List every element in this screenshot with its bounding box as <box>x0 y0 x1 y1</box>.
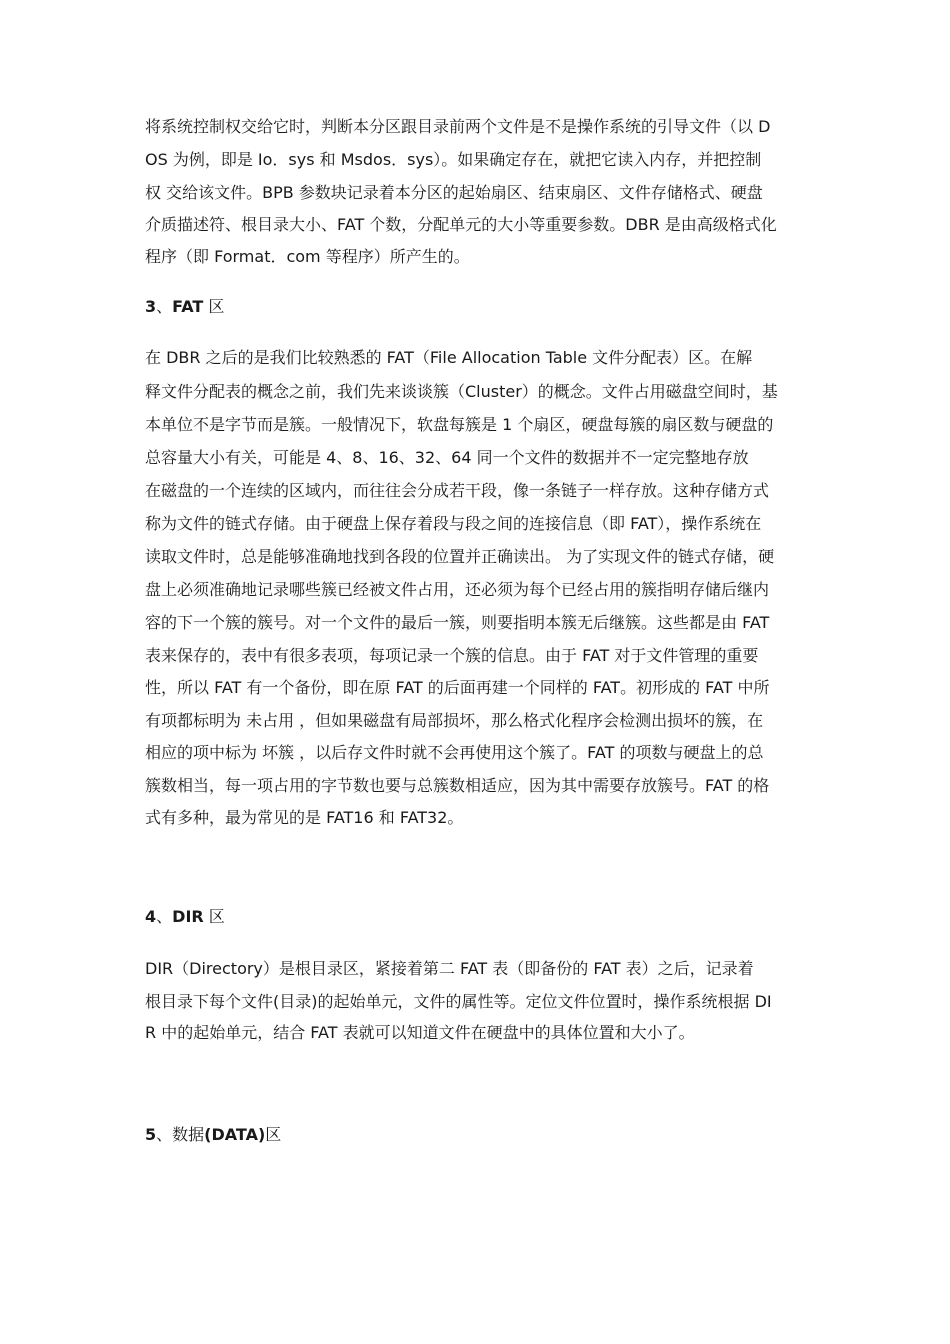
heading-number: 3 <box>145 297 157 316</box>
paragraph-line: 在磁盘的一个连续的区域内，而往往会分成若干段，像一条链子一样存放。这种存储方式 <box>145 481 770 500</box>
heading-number: 5 <box>145 1125 157 1144</box>
paragraph-line: 式有多种，最为常见的是 FAT16 和 FAT32。 <box>145 808 464 827</box>
paragraph-line: 容的下一个簇的簇号。对一个文件的最后一簇，则要指明本簇无后继簇。这些都是由 FAT <box>145 613 770 632</box>
paragraph-line: OS 为例，即是 Io．sys 和 Msdos．sys）。如果确定存在，就把它读入内存，并把控制 <box>145 150 762 169</box>
paragraph-line: 盘上必须准确地记录哪些簇已经被文件占用，还必须为每个已经占用的簇指明存储后继内 <box>145 580 770 599</box>
heading-separator: 、 <box>156 297 173 316</box>
heading-suffix: 区 <box>203 907 225 926</box>
paragraph-line: 有项都标明为 未占用 ，但如果磁盘有局部损坏，那么格式化程序会检测出损坏的簇，在 <box>145 711 764 730</box>
heading-suffix: 区 <box>203 297 225 316</box>
paragraph-line: 介质描述符、根目录大小、FAT 个数，分配单元的大小等重要参数。DBR 是由高级格式化 <box>145 215 777 234</box>
paragraph-line: 表来保存的，表中有很多表项，每项记录一个簇的信息。由于 FAT 对于文件管理的重要 <box>145 646 759 665</box>
paragraph-line: 性，所以 FAT 有一个备份，即在原 FAT 的后面再建一个同样的 FAT。初形成的 FAT 中所 <box>145 678 770 697</box>
paragraph-line: DIR（Directory）是根目录区，紧接着第二 FAT 表（即备份的 FAT 表）之后，记录着 <box>145 959 754 978</box>
paragraph-line: 称为文件的链式存储。由于硬盘上保存着段与段之间的连接信息（即 FAT），操作系统在 <box>145 514 762 533</box>
heading-number: 4 <box>145 907 157 926</box>
paragraph-line: 程序（即 Format．com 等程序）所产生的。 <box>145 247 470 266</box>
heading-title: FAT <box>172 297 204 316</box>
paragraph-line: 权 交给该文件。BPB 参数块记录着本分区的起始扇区、结束扇区、文件存储格式、硬盘 <box>145 183 763 202</box>
paragraph-line: 释文件分配表的概念之前，我们先来谈谈簇（Cluster）的概念。文件占用磁盘空间时，基 <box>145 382 778 401</box>
heading-title: DIR <box>172 907 204 926</box>
paragraph-line: 根目录下每个文件(目录)的起始单元，文件的属性等。定位文件位置时，操作系统根据 DI <box>145 992 772 1011</box>
section-heading-fat <box>145 296 224 318</box>
section-heading-data <box>145 1124 281 1146</box>
heading-separator: 、 <box>156 907 173 926</box>
paragraph-line: 总容量大小有关，可能是 4、8、16、32、64 同一个文件的数据并不一定完整地存放 <box>145 448 749 467</box>
paragraph-line: 相应的项中标为 坏簇 ，以后存文件时就不会再使用这个簇了。FAT 的项数与硬盘上的总 <box>145 743 764 762</box>
paragraph-line: 本单位不是字节而是簇。一般情况下，软盘每簇是 1 个扇区，硬盘每簇的扇区数与硬盘的 <box>145 415 774 434</box>
heading-suffix: 区 <box>265 1125 282 1144</box>
paragraph-line: 将系统控制权交给它时，判断本分区跟目录前两个文件是不是操作系统的引导文件（以 D <box>145 117 771 136</box>
heading-separator: 、数据 <box>156 1125 205 1144</box>
paragraph-line: 读取文件时，总是能够准确地找到各段的位置并正确读出。 为了实现文件的链式存储，硬 <box>145 547 775 566</box>
paragraph-line: 在 DBR 之后的是我们比较熟悉的 FAT（File Allocation Table 文件分配表）区。在解 <box>145 348 753 367</box>
paragraph-line: 簇数相当，每一项占用的字节数也要与总簇数相适应，因为其中需要存放簇号。FAT 的格 <box>145 776 770 795</box>
paragraph-line: R 中的起始单元，结合 FAT 表就可以知道文件在硬盘中的具体位置和大小了。 <box>145 1023 695 1042</box>
heading-title: (DATA) <box>204 1125 266 1144</box>
section-heading-dir <box>145 906 225 928</box>
